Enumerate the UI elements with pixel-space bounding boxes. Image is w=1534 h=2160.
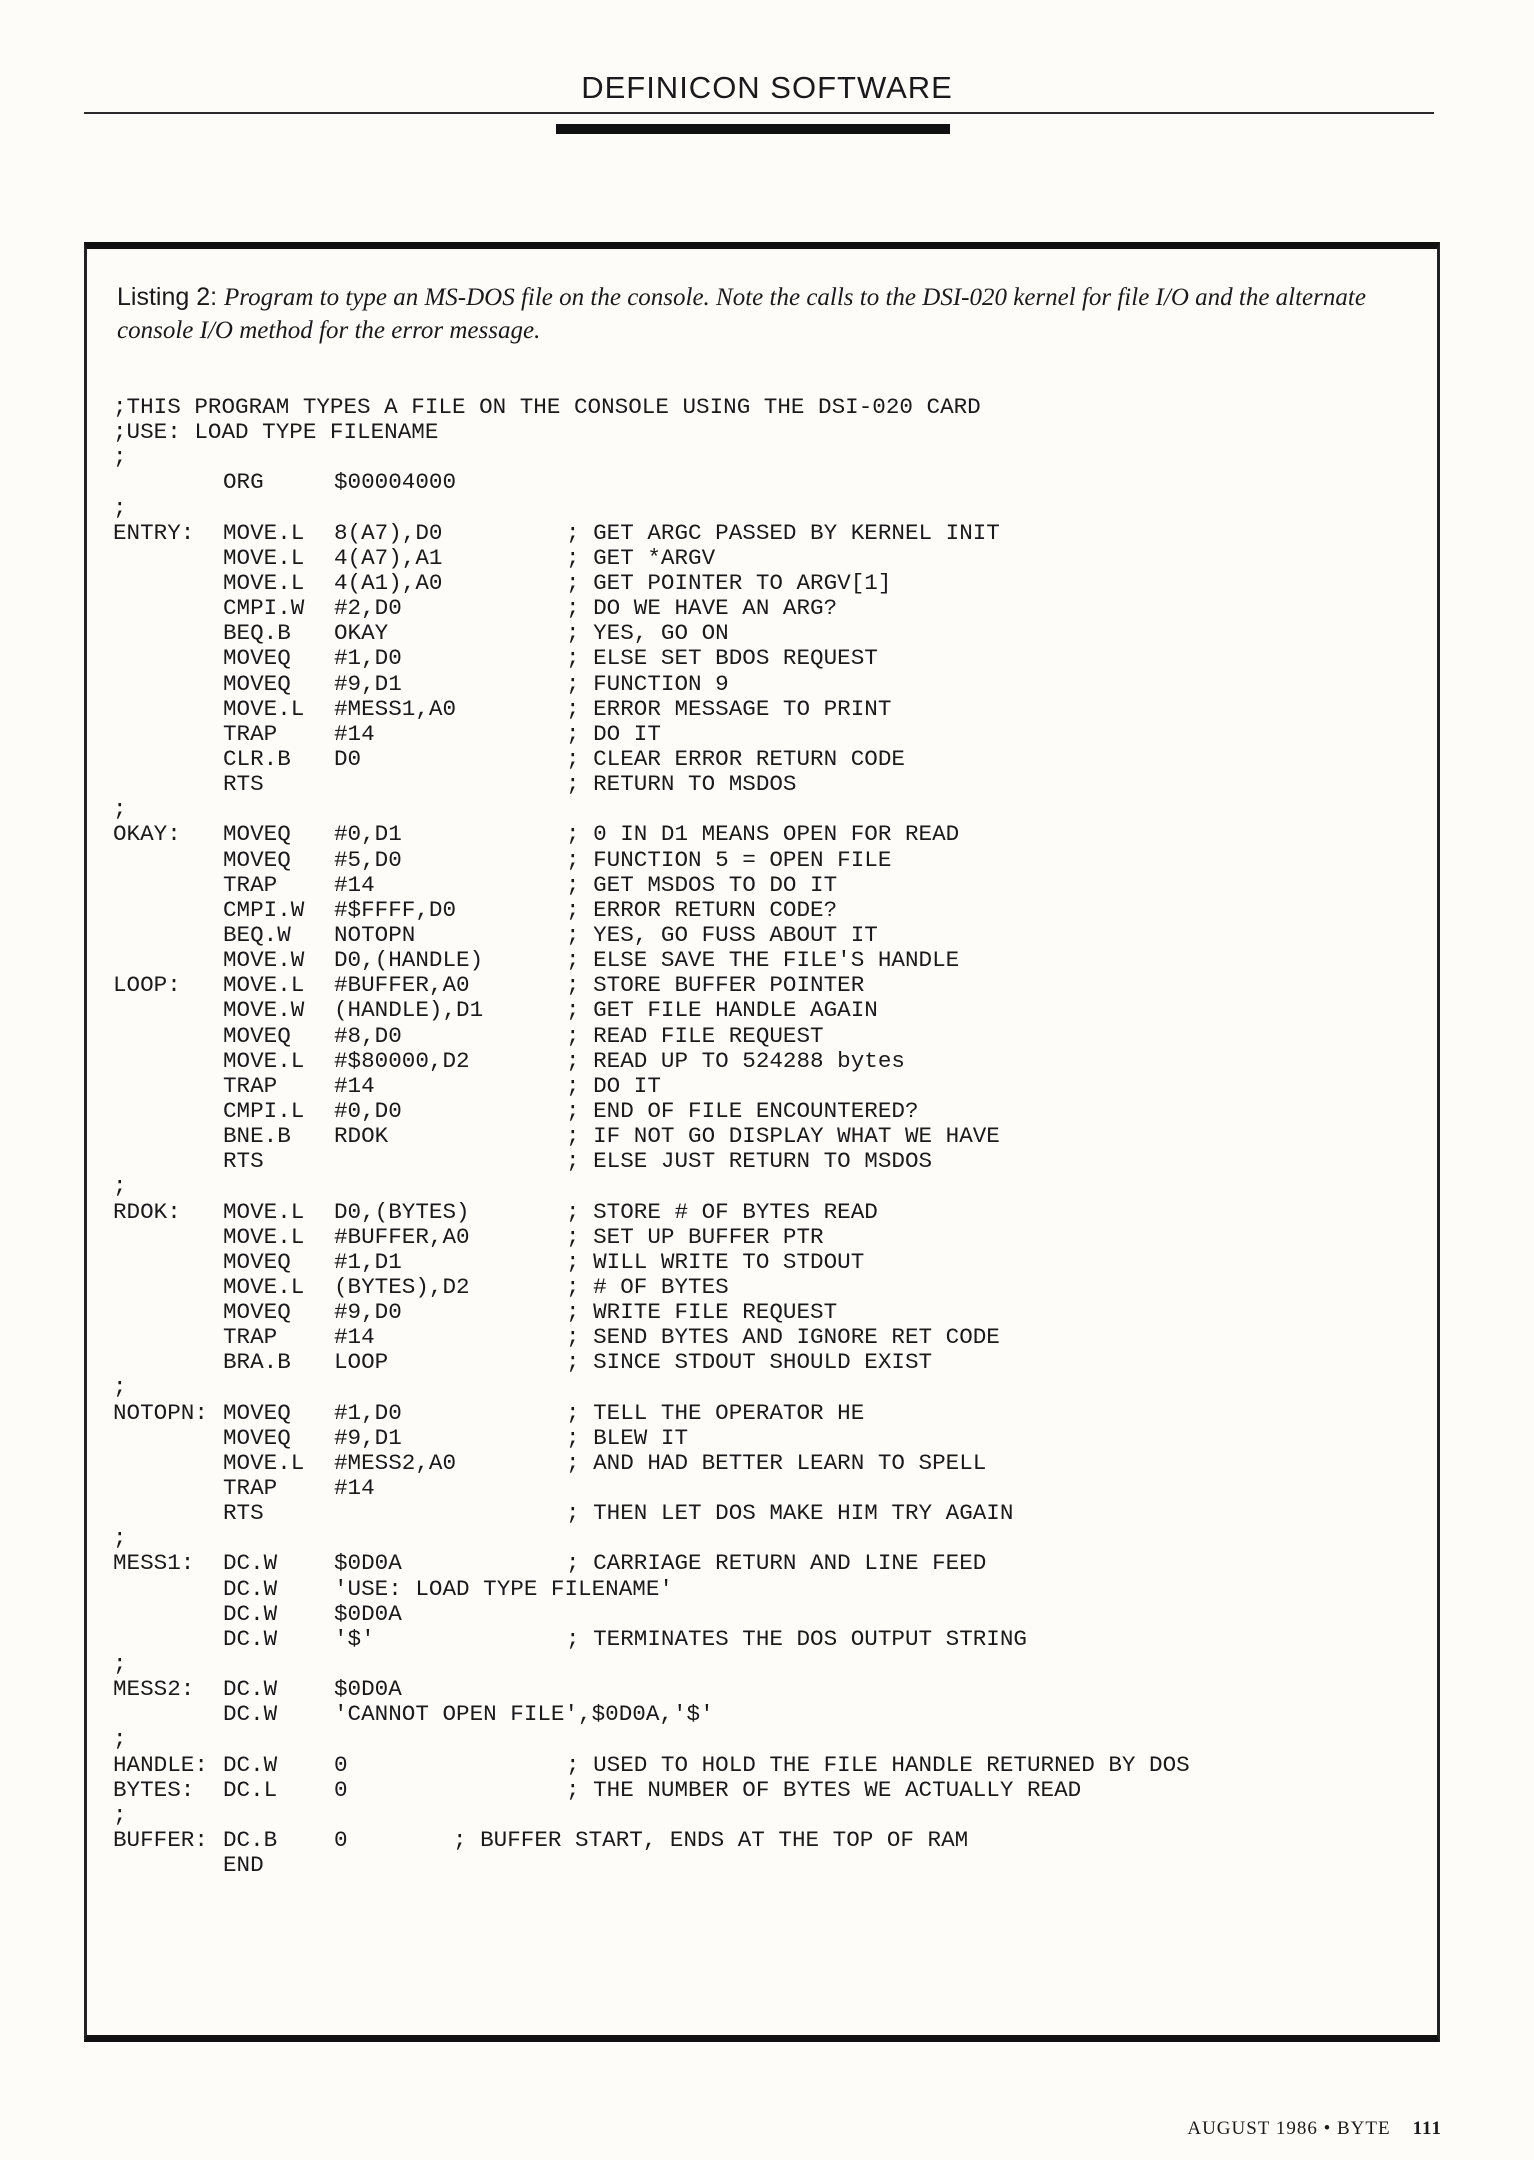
code-opcode: RTS [223, 771, 264, 798]
code-comment: ; TELL THE OPERATOR HE [566, 1399, 865, 1426]
code-opcode: BNE.B [223, 1123, 291, 1150]
code-text: ; [113, 1651, 127, 1678]
code-operand: OKAY [334, 620, 389, 647]
code-comment: ; THEN LET DOS MAKE HIM TRY AGAIN [566, 1500, 1014, 1527]
code-operand: D0,(BYTES) [334, 1198, 470, 1225]
code-operand: $00004000 [334, 469, 457, 496]
code-line [113, 1828, 1423, 1853]
code-text: ;THIS PROGRAM TYPES A FILE ON THE CONSOLE USING THE DSI-020 CARD [113, 394, 981, 420]
code-line [113, 1124, 1423, 1149]
code-label: MESS1: [113, 1550, 195, 1577]
code-opcode: BEQ.B [223, 620, 291, 647]
code-line [113, 1049, 1423, 1074]
code-comment: ; GET MSDOS TO DO IT [566, 871, 838, 898]
code-text: ; [113, 1726, 127, 1753]
code-line [113, 1602, 1423, 1627]
code-line [113, 1677, 1423, 1702]
code-opcode: MOVE.L [223, 1223, 305, 1250]
code-comment: ; END OF FILE ENCOUNTERED? [566, 1097, 919, 1124]
code-operand: #14 [334, 1475, 375, 1502]
code-line [113, 1702, 1423, 1727]
code-line [113, 470, 1423, 495]
code-text: ; [113, 494, 127, 521]
code-operand: $0D0A [334, 1550, 402, 1577]
code-line [113, 521, 1423, 546]
code-label: LOOP: [113, 972, 181, 999]
code-line [113, 1174, 1423, 1199]
code-operand: #9,D0 [334, 1299, 402, 1326]
code-line [113, 1074, 1423, 1099]
code-line [113, 546, 1423, 571]
code-operand: D0,(HANDLE) [334, 947, 484, 974]
code-line [113, 1426, 1423, 1451]
code-opcode: BRA.B [223, 1349, 291, 1376]
code-text: ; [113, 1374, 127, 1401]
code-operand: #14 [334, 1324, 375, 1351]
code-line [113, 923, 1423, 948]
code-operand: $0D0A [334, 1600, 402, 1627]
code-line [113, 646, 1423, 671]
header-bar [556, 124, 950, 134]
code-operand: #$80000,D2 [334, 1047, 470, 1074]
code-opcode: MOVEQ [223, 821, 291, 848]
header-rule [84, 112, 1434, 114]
code-opcode: MOVEQ [223, 1399, 291, 1426]
code-operand: #5,D0 [334, 846, 402, 873]
code-operand: NOTOPN [334, 921, 416, 948]
code-comment: ; WILL WRITE TO STDOUT [566, 1248, 865, 1275]
code-line [113, 973, 1423, 998]
code-opcode: CLR.B [223, 745, 291, 772]
code-comment: ; FUNCTION 5 = OPEN FILE [566, 846, 892, 873]
code-comment: ; AND HAD BETTER LEARN TO SPELL [566, 1449, 987, 1476]
code-label: MESS2: [113, 1676, 195, 1703]
code-comment: ; SEND BYTES AND IGNORE RET CODE [566, 1324, 1000, 1351]
code-comment: ; BUFFER START, ENDS AT THE TOP OF RAM [453, 1827, 969, 1854]
code-opcode: DC.W [223, 1751, 278, 1778]
code-comment: ; STORE # OF BYTES READ [566, 1198, 878, 1225]
code-line [113, 1652, 1423, 1677]
code-opcode: MOVE.L [223, 1273, 305, 1300]
code-line [113, 1149, 1423, 1174]
code-opcode: MOVE.L [223, 695, 305, 722]
code-line [113, 1350, 1423, 1375]
code-comment: ; DO IT [566, 1072, 661, 1099]
code-line [113, 822, 1423, 847]
code-label: HANDLE: [113, 1751, 208, 1778]
code-line [113, 697, 1423, 722]
code-line [113, 1250, 1423, 1275]
code-operand: #14 [334, 871, 375, 898]
code-line [113, 1753, 1423, 1778]
code-operand: 4(A7),A1 [334, 544, 443, 571]
code-opcode: DC.W [223, 1701, 278, 1728]
code-comment: ; CLEAR ERROR RETURN CODE [566, 745, 905, 772]
code-operand: #1,D1 [334, 1248, 402, 1275]
code-opcode: MOVE.L [223, 544, 305, 571]
code-operand: 4(A1),A0 [334, 569, 443, 596]
code-line [113, 1325, 1423, 1350]
code-line [113, 1375, 1423, 1400]
code-comment: ; ERROR RETURN CODE? [566, 896, 838, 923]
code-comment: ; BLEW IT [566, 1424, 689, 1451]
code-operand: $0D0A [334, 1676, 402, 1703]
code-comment: ; WRITE FILE REQUEST [566, 1299, 838, 1326]
code-operand: #9,D1 [334, 670, 402, 697]
page-header: DEFINICON SOFTWARE [581, 70, 953, 105]
code-line [113, 571, 1423, 596]
code-opcode: MOVE.L [223, 519, 305, 546]
code-text: ; [113, 444, 127, 471]
code-line [113, 1401, 1423, 1426]
code-comment: ; GET ARGC PASSED BY KERNEL INIT [566, 519, 1000, 546]
code-operand: #14 [334, 720, 375, 747]
code-comment: ; READ UP TO 524288 bytes [566, 1047, 905, 1074]
caption-label: Listing 2: [117, 283, 218, 311]
code-comment: ; 0 IN D1 MEANS OPEN FOR READ [566, 821, 960, 848]
code-operand: 0 [334, 1827, 348, 1854]
code-operand: LOOP [334, 1349, 389, 1376]
code-line [113, 395, 1423, 420]
code-line [113, 1024, 1423, 1049]
code-comment: ; RETURN TO MSDOS [566, 771, 797, 798]
code-operand: #8,D0 [334, 1022, 402, 1049]
code-operand: '$' [334, 1625, 375, 1652]
code-operand: 8(A7),D0 [334, 519, 443, 546]
code-line [113, 1577, 1423, 1602]
code-line [113, 848, 1423, 873]
code-line [113, 1501, 1423, 1526]
caption-text: Program to type an MS-DOS file on the console. Note the calls to the DSI-020 kernel for file I/O and the alternate console I/O method for the error message. [117, 284, 1366, 344]
code-operand: #MESS2,A0 [334, 1449, 457, 1476]
code-opcode: MOVEQ [223, 1299, 291, 1326]
code-comment: ; SET UP BUFFER PTR [566, 1223, 824, 1250]
code-opcode: MOVE.W [223, 947, 305, 974]
code-opcode: DC.W [223, 1550, 278, 1577]
page-footer [1187, 2118, 1442, 2140]
code-opcode: MOVEQ [223, 1424, 291, 1451]
code-opcode: MOVE.L [223, 569, 305, 596]
code-opcode: TRAP [223, 720, 278, 747]
code-comment: ; SINCE STDOUT SHOULD EXIST [566, 1349, 933, 1376]
code-opcode: TRAP [223, 1324, 278, 1351]
code-operand: 'CANNOT OPEN FILE',$0D0A,'$' [334, 1701, 714, 1728]
code-opcode: DC.W [223, 1625, 278, 1652]
code-opcode: END [223, 1852, 264, 1879]
code-opcode: MOVEQ [223, 1248, 291, 1275]
code-comment: ; YES, GO ON [566, 620, 729, 647]
code-opcode: TRAP [223, 1072, 278, 1099]
code-comment: ; DO WE HAVE AN ARG? [566, 595, 838, 622]
code-line [113, 1225, 1423, 1250]
code-comment: ; THE NUMBER OF BYTES WE ACTUALLY READ [566, 1776, 1082, 1803]
code-operand: 0 [334, 1776, 348, 1803]
code-line [113, 898, 1423, 923]
code-comment: ; DO IT [566, 720, 661, 747]
code-line [113, 420, 1423, 445]
code-comment: ; STORE BUFFER POINTER [566, 972, 865, 999]
code-comment: ; FUNCTION 9 [566, 670, 729, 697]
code-line [113, 747, 1423, 772]
listing-box [84, 242, 1440, 2042]
code-opcode: MOVE.W [223, 997, 305, 1024]
code-text: ; [113, 796, 127, 823]
code-opcode: BEQ.W [223, 921, 291, 948]
code-operand: #0,D1 [334, 821, 402, 848]
code-operand: #1,D0 [334, 645, 402, 672]
code-operand: RDOK [334, 1123, 389, 1150]
code-operand: #0,D0 [334, 1097, 402, 1124]
code-comment: ; ERROR MESSAGE TO PRINT [566, 695, 892, 722]
code-opcode: CMPI.W [223, 595, 305, 622]
code-comment: ; GET POINTER TO ARGV[1] [566, 569, 892, 596]
code-comment: ; USED TO HOLD THE FILE HANDLE RETURNED BY DOS [566, 1751, 1190, 1778]
code-operand: #14 [334, 1072, 375, 1099]
code-line [113, 722, 1423, 747]
code-operand: #BUFFER,A0 [334, 972, 470, 999]
code-operand: #2,D0 [334, 595, 402, 622]
code-operand: #$FFFF,D0 [334, 896, 457, 923]
code-comment: ; YES, GO FUSS ABOUT IT [566, 921, 878, 948]
code-line [113, 1727, 1423, 1752]
code-line [113, 1275, 1423, 1300]
code-line [113, 1526, 1423, 1551]
code-comment: ; ELSE JUST RETURN TO MSDOS [566, 1148, 933, 1175]
code-line [113, 1476, 1423, 1501]
code-line [113, 672, 1423, 697]
code-comment: ; GET *ARGV [566, 544, 716, 571]
footer-issue: AUGUST 1986 • BYTE [1187, 2118, 1391, 2139]
code-opcode: DC.B [223, 1827, 278, 1854]
code-line [113, 1451, 1423, 1476]
code-label: OKAY: [113, 821, 181, 848]
listing-caption [117, 281, 1407, 347]
code-operand: #1,D0 [334, 1399, 402, 1426]
code-opcode: DC.W [223, 1676, 278, 1703]
code-operand: (BYTES),D2 [334, 1273, 470, 1300]
code-operand: 0 [334, 1751, 348, 1778]
code-opcode: CMPI.W [223, 896, 305, 923]
code-opcode: MOVE.L [223, 972, 305, 999]
code-label: NOTOPN: [113, 1399, 208, 1426]
code-comment: ; IF NOT GO DISPLAY WHAT WE HAVE [566, 1123, 1000, 1150]
code-line [113, 948, 1423, 973]
code-line [113, 1803, 1423, 1828]
code-line [113, 1300, 1423, 1325]
code-label: RDOK: [113, 1198, 181, 1225]
page-number: 111 [1412, 2118, 1442, 2139]
code-opcode: DC.W [223, 1600, 278, 1627]
code-text: ; [113, 1173, 127, 1200]
code-comment: ; TERMINATES THE DOS OUTPUT STRING [566, 1625, 1027, 1652]
code-comment: ; READ FILE REQUEST [566, 1022, 824, 1049]
code-operand: #9,D1 [334, 1424, 402, 1451]
code-operand: 'USE: LOAD TYPE FILENAME' [334, 1575, 673, 1602]
code-line [113, 998, 1423, 1023]
code-line [113, 1099, 1423, 1124]
code-opcode: MOVE.L [223, 1449, 305, 1476]
code-text: ; [113, 1801, 127, 1828]
code-label: ENTRY: [113, 519, 195, 546]
code-line [113, 1200, 1423, 1225]
code-opcode: MOVEQ [223, 670, 291, 697]
code-comment: ; # OF BYTES [566, 1273, 729, 1300]
code-text: ; [113, 1525, 127, 1552]
code-line [113, 1778, 1423, 1803]
code-opcode: MOVEQ [223, 645, 291, 672]
code-line [113, 621, 1423, 646]
code-comment: ; ELSE SET BDOS REQUEST [566, 645, 878, 672]
code-opcode: DC.L [223, 1776, 278, 1803]
code-opcode: TRAP [223, 1475, 278, 1502]
code-line [113, 797, 1423, 822]
code-operand: D0 [334, 745, 362, 772]
code-comment: ; ELSE SAVE THE FILE'S HANDLE [566, 947, 960, 974]
code-comment: ; CARRIAGE RETURN AND LINE FEED [566, 1550, 987, 1577]
code-listing [113, 395, 1423, 1878]
code-opcode: RTS [223, 1148, 264, 1175]
code-opcode: MOVEQ [223, 846, 291, 873]
code-opcode: TRAP [223, 871, 278, 898]
code-line [113, 496, 1423, 521]
code-opcode: MOVE.L [223, 1047, 305, 1074]
code-label: BUFFER: [113, 1827, 208, 1854]
code-line [113, 772, 1423, 797]
code-line [113, 1551, 1423, 1576]
code-opcode: DC.W [223, 1575, 278, 1602]
code-label: BYTES: [113, 1776, 195, 1803]
code-line [113, 873, 1423, 898]
code-line [113, 445, 1423, 470]
code-operand: #BUFFER,A0 [334, 1223, 470, 1250]
code-opcode: MOVE.L [223, 1198, 305, 1225]
code-opcode: ORG [223, 469, 264, 496]
code-line [113, 1853, 1423, 1878]
code-opcode: MOVEQ [223, 1022, 291, 1049]
code-text: ;USE: LOAD TYPE FILENAME [113, 419, 439, 446]
code-opcode: RTS [223, 1500, 264, 1527]
code-opcode: CMPI.L [223, 1097, 305, 1124]
code-comment: ; GET FILE HANDLE AGAIN [566, 997, 878, 1024]
code-line [113, 1627, 1423, 1652]
code-operand: #MESS1,A0 [334, 695, 457, 722]
code-operand: (HANDLE),D1 [334, 997, 484, 1024]
code-line [113, 596, 1423, 621]
